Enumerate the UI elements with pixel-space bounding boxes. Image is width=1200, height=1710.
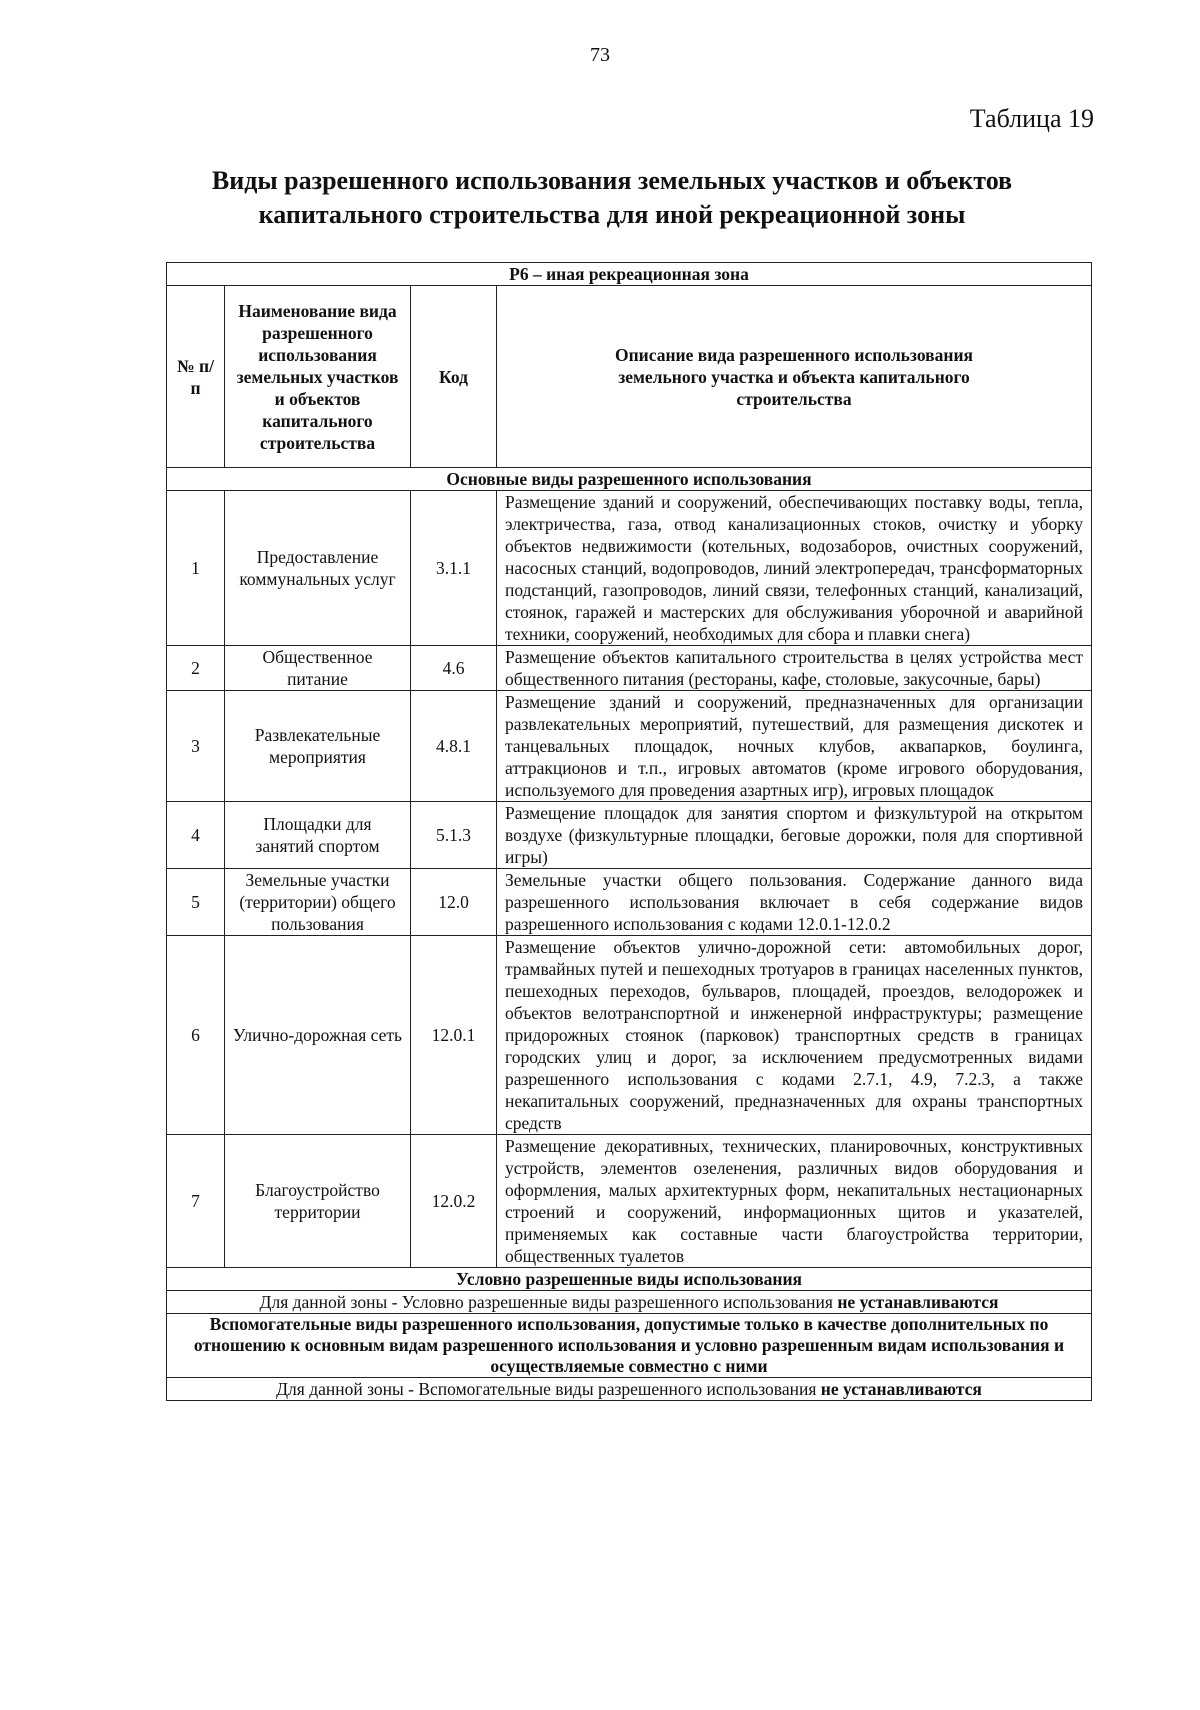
table-row [167,491,1092,646]
auxiliary-note-emphasis: не устанавливаются [820,1379,982,1399]
table-row [167,691,1092,802]
row-num: 1 [167,491,225,646]
row-name: Земельные участки (территории) общего пользования [225,869,411,936]
row-description: Размещение зданий и сооружений, предназначенных для организации развлекательных мероприятий, путешествий, для размещения дискотек и танцевальных площадок, ночных клубов, аквапарков, боулинга, аттракционов и т.п., игровых автоматов (кроме игрового оборудования, используемого для проведения азартных игр), игровых площадок [497,691,1092,802]
row-num: 5 [167,869,225,936]
row-description: Размещение декоративных, технических, планировочных, конструктивных устройств, элементов озеленения, различных видов оборудования и оформления, малых архитектурных форм, некапитальных нестационарных строений и сооружений, информационных щитов и указателей, применяемых как составные части благоустройства территории, общественных туалетов [497,1135,1092,1268]
header-num: № п/п [167,286,225,468]
row-code: 4.8.1 [411,691,497,802]
zone-title: Р6 – иная рекреационная зона [167,263,1092,286]
row-name: Предоставление коммунальных услуг [225,491,411,646]
header-name: Наименование вида разрешенного использования земельных участков и объектов капитального строительства [225,286,411,468]
row-description: Размещение зданий и сооружений, обеспечивающих поставку воды, тепла, электричества, газа, отвод канализационных стоков, очистку и уборку объектов недвижимости (котельных, водозаборов, очистных сооружений, насосных станций, водопроводов, линий электропередач, трансформаторных подстанций, газопроводов, линий связи, телефонных станций, канализаций, стоянок, гаражей и мастерских для обслуживания уборочной и аварийной техники, сооружений, необходимых для сбора и плавки снега) [497,491,1092,646]
zone-table [166,262,1092,1401]
row-name: Развлекательные мероприятия [225,691,411,802]
row-description: Размещение объектов капитального строительства в целях устройства мест общественного питания (рестораны, кафе, столовые, закусочные, бары) [497,646,1092,691]
page-number: 73 [590,44,610,66]
row-code: 12.0.2 [411,1135,497,1268]
conditional-note-text: Для данной зоны - Условно разрешенные виды разрешенного использования [259,1292,838,1312]
table-row [167,802,1092,869]
table-caption: Таблица 19 [969,104,1094,133]
row-num: 6 [167,936,225,1135]
auxiliary-note-text: Для данной зоны - Вспомогательные виды разрешенного использования [276,1379,821,1399]
row-code: 5.1.3 [411,802,497,869]
auxiliary-section-title: Вспомогательные виды разрешенного использования, допустимые только в качестве дополнительных по отношению к основным видам разрешенного использования и условно разрешенным видам использования и осуществляемые совместно с ними [167,1314,1092,1378]
conditional-note [167,1291,1092,1314]
title-line-2: капитального строительства для иной рекреационной зоны [258,200,966,229]
header-code: Код [411,286,497,468]
row-description: Размещение площадок для занятия спортом и физкультурой на открытом воздухе (физкультурные площадки, беговые дорожки, поля для спортивной игры) [497,802,1092,869]
row-code: 4.6 [411,646,497,691]
table-row [167,869,1092,936]
table-row [167,1135,1092,1268]
row-name: Благоустройство территории [225,1135,411,1268]
row-name: Общественное питание [225,646,411,691]
row-name: Площадки для занятий спортом [225,802,411,869]
row-code: 12.0.1 [411,936,497,1135]
row-code: 3.1.1 [411,491,497,646]
title-line-1: Виды разрешенного использования земельных участков и объектов [211,166,1013,195]
row-description: Земельные участки общего пользования. Содержание данного вида разрешенного использования включает в себя содержание видов разрешенного использования с кодами 12.0.1-12.0.2 [497,869,1092,936]
table-row [167,646,1092,691]
table-row [167,936,1092,1135]
main-section-title: Основные виды разрешенного использования [167,468,1092,491]
row-num: 2 [167,646,225,691]
row-name: Улично-дорожная сеть [225,936,411,1135]
conditional-note-emphasis: не устанавливаются [837,1292,999,1312]
row-code: 12.0 [411,869,497,936]
row-description: Размещение объектов улично-дорожной сети: автомобильных дорог, трамвайных путей и пешеходных тротуаров в границах населенных пунктов, пешеходных переходов, бульваров, площадей, проездов, велодорожек и объектов велотранспортной и инженерной инфраструктуры; размещение придорожных стоянок (парковок) транспортных средств в границах городских улиц и дорог, за исключением предусмотренных видами разрешенного использования с кодами 2.7.1, 4.9, 7.2.3, а также некапитальных сооружений, предназначенных для охраны транспортных средств [497,936,1092,1135]
conditional-section-title: Условно разрешенные виды использования [167,1268,1092,1291]
document-title [150,164,1074,232]
row-num: 3 [167,691,225,802]
row-num: 4 [167,802,225,869]
row-num: 7 [167,1135,225,1268]
auxiliary-note [167,1378,1092,1401]
header-description: Описание вида разрешенного использования земельного участка и объекта капитального строительства [497,286,1092,468]
